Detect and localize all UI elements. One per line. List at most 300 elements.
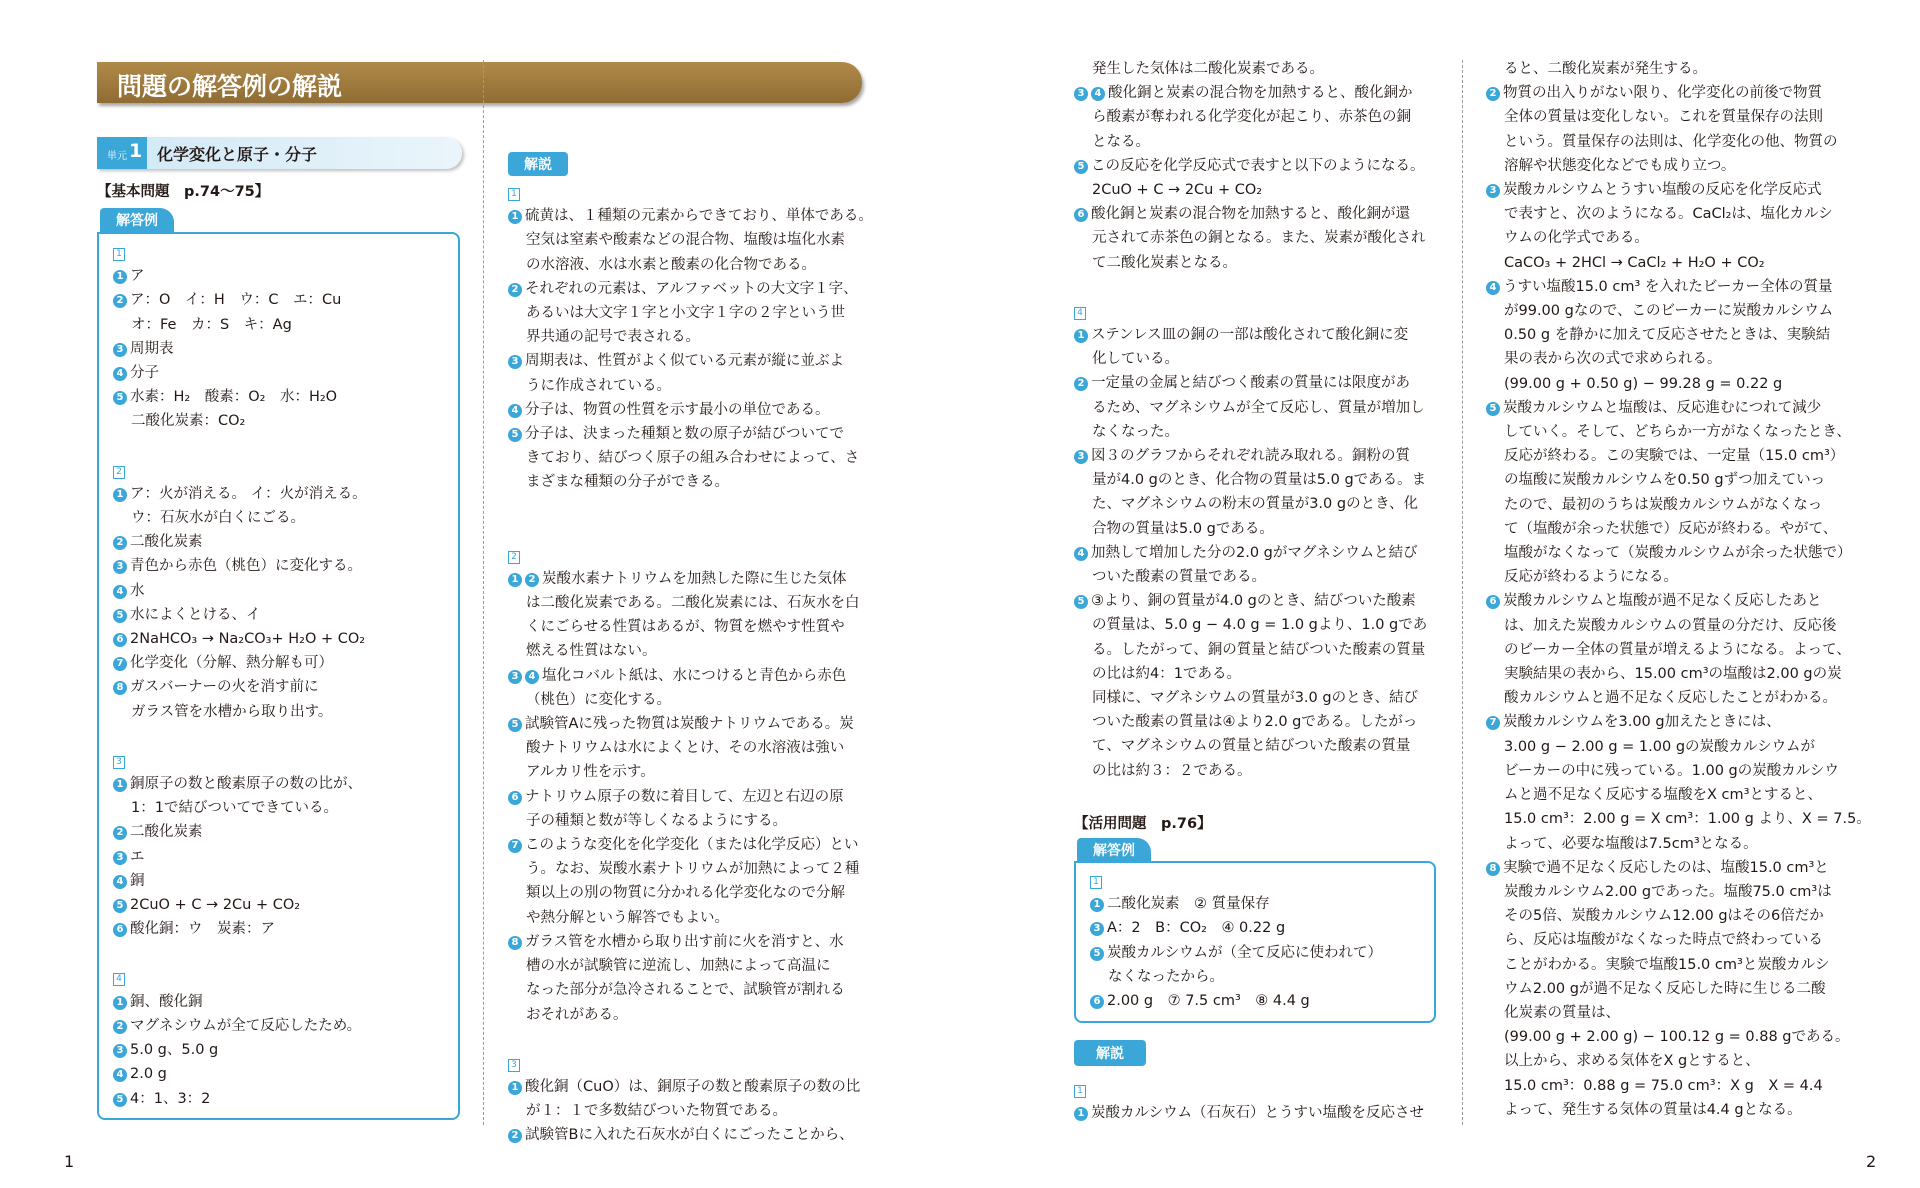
line-text: 銅: [130, 872, 145, 889]
text-line: [508, 470, 873, 494]
line-text: のビーカー全体の質量が増えるようになる。よって、: [1504, 641, 1851, 658]
line-text: 溶解や状態変化などでも成り立つ。: [1504, 157, 1736, 174]
item-number-icon: 1: [508, 573, 522, 587]
text-line: [113, 240, 367, 264]
text-line: [1090, 989, 1382, 1013]
line-text: CaCO₃ + 2HCl → CaCl₂ + H₂O + CO₂: [1504, 254, 1765, 271]
line-text: アルカリ性を示す。: [526, 764, 655, 781]
text-line: [1486, 856, 1871, 880]
text-line: [1486, 638, 1871, 662]
item-number-icon: 5: [113, 609, 127, 623]
unit-heading: [97, 137, 462, 169]
text-line: [113, 530, 367, 554]
line-text: 量が4.0 gのとき、化合物の質量は5.0 gである。ま: [1092, 472, 1427, 489]
text-line: [1074, 710, 1427, 734]
text-line: [113, 700, 367, 724]
line-text: 二酸化炭素：CO₂: [131, 413, 246, 430]
text-line: [1090, 965, 1382, 989]
text-line: [113, 264, 367, 288]
line-text: ことがわかる。実験で塩酸15.0 cm³と炭酸カルシ: [1504, 956, 1830, 973]
item-number-icon: 1: [113, 270, 127, 284]
item-number-icon: 3: [1090, 922, 1104, 936]
text-line: [508, 978, 873, 1002]
item-number-icon: 5: [1074, 595, 1088, 609]
spacer: [508, 1027, 873, 1051]
text-line: [113, 1038, 367, 1062]
item-number-icon: 3: [113, 560, 127, 574]
line-text: るため、マグネシウムが全て反応し、質量が増加し: [1092, 399, 1425, 416]
item-number-icon: 6: [1074, 208, 1088, 222]
section-number-icon: 1: [1074, 1085, 1086, 1098]
item-number-icon: 7: [113, 657, 127, 671]
explanation-column-3: [1074, 57, 1427, 783]
answer-list: [113, 240, 367, 1111]
spacer: [113, 724, 367, 748]
applied-explain-tag: 解説: [1074, 1040, 1146, 1066]
line-text: ガスバーナーの火を消す前に: [130, 679, 319, 696]
item-number-icon: 3: [508, 355, 522, 369]
text-line: [113, 337, 367, 361]
line-text: 炭酸カルシウムと塩酸は、反応進むにつれて減少: [1503, 399, 1822, 416]
item-number-icon: 3: [1074, 450, 1088, 464]
item-number-icon: 5: [508, 718, 522, 732]
line-text: 試験管Bに入れた石灰水が白くにごったことから、: [525, 1127, 854, 1144]
line-text: ると、二酸化炭素が発生する。: [1504, 61, 1707, 77]
text-line: [1486, 105, 1871, 129]
item-number-icon: 1: [113, 996, 127, 1010]
line-text: (99.00 g + 2.00 g) − 100.12 g = 0.88 gである。: [1504, 1029, 1850, 1046]
text-line: [508, 639, 873, 663]
item-number-icon: 5: [113, 1093, 127, 1107]
text-line: [1090, 892, 1382, 916]
text-line: [508, 301, 873, 325]
line-text: となる。: [1092, 133, 1150, 150]
text-line: [1074, 1077, 1424, 1101]
text-line: [1486, 589, 1871, 613]
text-line: [1486, 1074, 1871, 1098]
text-line: [1074, 323, 1427, 347]
item-number-icon: 1: [1074, 1107, 1088, 1121]
text-line: [1486, 735, 1871, 759]
text-line: [1486, 832, 1871, 856]
line-text: その5倍、炭酸カルシウム12.00 gはその6倍だか: [1504, 908, 1824, 925]
column-divider: [483, 60, 484, 1125]
basic-problem-title: 【基本問題 p.74〜75】: [97, 184, 270, 200]
item-number-icon: 5: [113, 391, 127, 405]
line-text: 実験結果の表から、15.00 cm³の塩酸は2.00 gの炭: [1504, 666, 1842, 683]
text-line: [1486, 57, 1871, 81]
text-line: [1074, 81, 1427, 105]
line-text: 炭酸カルシウム2.00 gであった。塩酸75.0 cm³は: [1504, 883, 1832, 900]
line-text: の水溶液、水は水素と酸素の化合物である。: [526, 256, 816, 273]
line-text: ムと過不足なく反応する塩酸をX cm³とすると、: [1504, 787, 1822, 804]
explain-tag: 解説: [508, 152, 568, 176]
line-text: は二酸化炭素である。二酸化炭素には、石灰水を白: [526, 595, 860, 612]
line-text: していく。そして、どちらか一方がなくなったとき、: [1504, 424, 1851, 441]
spacer: [508, 519, 873, 543]
text-line: [113, 772, 367, 796]
unit-number: 1: [129, 140, 143, 162]
text-line: [1074, 444, 1427, 468]
text-line: [1074, 371, 1427, 395]
item-number-icon: 4: [1074, 547, 1088, 561]
line-text: エ: [130, 848, 145, 865]
line-text: ア：火が消える。 イ：火が消える。: [130, 485, 367, 502]
item-number-icon: 4: [113, 367, 127, 381]
line-text: (99.00 g + 0.50 g) − 99.28 g = 0.22 g: [1504, 375, 1783, 392]
item-number-icon: 5: [113, 899, 127, 913]
item-number-icon: 7: [1486, 716, 1500, 730]
line-text: 水によくとける、イ: [130, 606, 261, 623]
line-text: 二酸化炭素: [130, 534, 203, 551]
line-text: 元されて赤茶色の銅となる。また、炭素が酸化され: [1092, 230, 1426, 247]
text-line: [508, 349, 873, 373]
text-line: [508, 204, 873, 228]
text-line: [1486, 444, 1871, 468]
text-line: [1486, 396, 1871, 420]
line-text: 図３のグラフからそれぞれ読み取れる。銅粉の質: [1091, 448, 1410, 465]
line-text: 酸ナトリウムは水によくとけ、その水溶液は強い: [526, 740, 845, 757]
line-text: 二酸化炭素 ② 質量保存: [1107, 896, 1270, 913]
line-text: 発生した気体は二酸化炭素である。: [1092, 61, 1324, 77]
line-text: 2CuO + C → 2Cu + CO₂: [130, 897, 301, 914]
text-line: [113, 627, 367, 651]
text-line: [508, 930, 873, 954]
header-banner: [97, 62, 862, 103]
line-text: （桃色）に変化する。: [526, 691, 671, 708]
text-line: [1486, 977, 1871, 1001]
text-line: [113, 869, 367, 893]
line-text: 青色から赤色（桃色）に変化する。: [130, 558, 362, 575]
line-text: 炭酸カルシウムを3.00 g加えたときには、: [1503, 714, 1781, 731]
text-line: [508, 785, 873, 809]
text-line: [1074, 541, 1427, 565]
line-text: ら酸素が奪われる化学変化が起こり、赤茶色の銅: [1092, 109, 1411, 126]
text-line: [1090, 941, 1382, 965]
line-text: うすい塩酸15.0 cm³ を入れたビーカー全体の質量: [1503, 278, 1833, 295]
text-line: [113, 748, 367, 772]
text-line: [113, 458, 367, 482]
text-line: [508, 688, 873, 712]
line-text: 銅、酸化銅: [130, 993, 203, 1010]
text-line: [508, 833, 873, 857]
line-text: ア: [130, 268, 145, 285]
text-line: [508, 1075, 873, 1099]
text-line: [508, 736, 873, 760]
text-line: [1074, 734, 1427, 758]
text-line: [1074, 226, 1427, 250]
line-text: 以上から、求める気体をX gとすると、: [1504, 1053, 1760, 1070]
line-text: 塩化コバルト紙は、水につけると青色から赤色: [542, 667, 847, 684]
line-text: 実験で過不足なく反応したのは、塩酸15.0 cm³と: [1503, 859, 1829, 876]
text-line: [508, 906, 873, 930]
item-number-icon: 4: [113, 1068, 127, 1082]
text-line: [113, 506, 367, 530]
text-line: [1074, 130, 1427, 154]
text-line: [1486, 226, 1871, 250]
section-number-icon: 2: [113, 466, 125, 479]
text-line: [1486, 275, 1871, 299]
item-number-icon: 2: [1074, 377, 1088, 391]
line-text: なった部分が急冷されることで、試験管が割れる: [526, 982, 845, 999]
text-line: [508, 954, 873, 978]
line-text: 3.00 g − 2.00 g = 1.00 gの炭酸カルシウムが: [1504, 738, 1816, 755]
text-line: [113, 385, 367, 409]
text-line: [1074, 589, 1427, 613]
text-line: [1074, 154, 1427, 178]
line-text: 全体の質量は変化しない。これを質量保存の法則: [1504, 109, 1823, 126]
page-number-left: 1: [64, 1152, 75, 1171]
item-number-icon: 6: [508, 791, 522, 805]
text-line: [1074, 202, 1427, 226]
line-text: よって、必要な塩酸は7.5cm³となる。: [1504, 835, 1758, 852]
item-number-icon: 2: [113, 536, 127, 550]
text-line: [1074, 1101, 1424, 1125]
line-text: たので、最初のうちは炭酸カルシウムがなくなっ: [1504, 496, 1823, 513]
line-text: 加熱して増加した分の2.0 gがマグネシウムと結び: [1091, 544, 1418, 561]
line-text: 物質の出入りがない限り、化学変化の前後で物質: [1503, 85, 1822, 102]
text-line: [508, 857, 873, 881]
item-number-icon: 3: [113, 343, 127, 357]
explanation-column-4: [1486, 57, 1871, 1122]
text-line: [1074, 468, 1427, 492]
section-number-icon: 4: [113, 973, 125, 986]
spacer: [508, 495, 873, 519]
text-line: [113, 965, 367, 989]
text-line: [508, 881, 873, 905]
text-line: [1486, 904, 1871, 928]
line-text: 2.00 g ⑦ 7.5 cm³ ⑧ 4.4 g: [1107, 993, 1310, 1010]
text-line: [1486, 517, 1871, 541]
text-line: [508, 277, 873, 301]
item-number-icon: 8: [508, 936, 522, 950]
text-line: [508, 615, 873, 639]
text-line: [113, 893, 367, 917]
text-line: [113, 796, 367, 820]
text-line: [1074, 57, 1427, 81]
text-line: [1074, 638, 1427, 662]
line-text: 水素：H₂ 酸素：O₂ 水：H₂O: [130, 389, 338, 406]
text-line: [1486, 154, 1871, 178]
text-line: [1486, 372, 1871, 396]
line-text: A：2 B：CO₂ ④ 0.22 g: [1107, 920, 1286, 937]
item-number-icon: 7: [508, 839, 522, 853]
line-text: あるいは大文字１字と小文字１字の２字という世: [526, 305, 845, 322]
text-line: [1090, 868, 1382, 892]
text-line: [1486, 1049, 1871, 1073]
item-number-icon: 1: [113, 778, 127, 792]
text-line: [508, 180, 873, 204]
text-line: [1486, 81, 1871, 105]
line-text: 酸カルシウムと過不足なく反応したことがわかる。: [1504, 690, 1837, 707]
line-text: ガラス管を水槽から取り出す前に火を消すと、水: [525, 933, 844, 950]
item-number-icon: 5: [1486, 402, 1500, 416]
text-line: [1074, 347, 1427, 371]
text-line: [1486, 493, 1871, 517]
line-text: 硫黄は、１種類の元素からできており、単体である。: [525, 208, 873, 225]
text-line: [1090, 916, 1382, 940]
text-line: [508, 1123, 873, 1147]
text-line: [113, 482, 367, 506]
text-line: [508, 228, 873, 252]
text-line: [1486, 251, 1871, 275]
item-number-icon: 5: [1090, 947, 1104, 961]
text-line: [1486, 468, 1871, 492]
applied-explanation: [1074, 1077, 1424, 1125]
item-number-icon: 2: [113, 826, 127, 840]
line-text: 炭酸カルシウムとうすい塩酸の反応を化学反応式: [1503, 182, 1822, 199]
line-text: 酸化銅と炭素の混合物を加熱すると、酸化銅か: [1108, 85, 1413, 102]
line-text: 反応が終わるようになる。: [1504, 569, 1678, 586]
line-text: ステンレス皿の銅の一部は酸化されて酸化銅に変: [1091, 327, 1409, 344]
item-number-icon: 4: [113, 585, 127, 599]
line-text: 反応が終わる。この実験では、一定量（15.0 cm³）: [1504, 448, 1845, 465]
text-line: [1486, 299, 1871, 323]
line-text: が１：１で多数結びついた物質である。: [526, 1103, 787, 1120]
text-line: [1486, 953, 1871, 977]
item-number-icon: 3: [1074, 87, 1088, 101]
line-text: 子の種類と数が等しくなるようにする。: [526, 812, 787, 829]
item-number-icon: 6: [1486, 595, 1500, 609]
line-text: 同様に、マグネシウムの質量が3.0 gのとき、結び: [1092, 690, 1419, 707]
section-number-icon: 3: [508, 1059, 520, 1072]
text-line: [1486, 662, 1871, 686]
item-number-icon: 1: [1090, 898, 1104, 912]
line-text: の塩酸に炭酸カルシウムを0.50 gずつ加えていっ: [1504, 472, 1826, 489]
line-text: の比は約３：２である。: [1092, 762, 1252, 779]
answer-tag: 解答例: [100, 208, 174, 232]
section-number-icon: 1: [1090, 876, 1102, 889]
line-text: という。質量保存の法則は、化学変化の他、物質の: [1504, 133, 1838, 150]
item-number-icon: 5: [508, 428, 522, 442]
text-line: [1074, 662, 1427, 686]
line-text: ビーカーの中に残っている。1.00 gの炭酸カルシウ: [1504, 762, 1839, 779]
item-number-icon: 2: [113, 294, 127, 308]
text-line: [113, 409, 367, 433]
line-text: は、加えた炭酸カルシウムの質量の分だけ、反応後: [1504, 617, 1837, 634]
applied-problem-title: 【活用問題 p.76】: [1074, 816, 1212, 832]
unit-badge: 単元: [107, 151, 127, 162]
line-text: 炭酸カルシウムが（全て反応に使われて）: [1107, 944, 1382, 961]
text-line: [1486, 178, 1871, 202]
page-number-right: 2: [1866, 1152, 1877, 1171]
line-text: 合物の質量は5.0 gである。: [1092, 520, 1274, 537]
text-line: [508, 567, 873, 591]
item-number-icon: 4: [508, 404, 522, 418]
line-text: う。なお、炭酸水素ナトリウムが加熱によって２種: [526, 861, 860, 878]
text-line: [508, 1099, 873, 1123]
line-text: ア：O イ：H ウ：C エ：Cu: [130, 292, 342, 309]
text-line: [508, 1003, 873, 1027]
line-text: くにごらせる性質はあるが、物質を燃やす性質や: [526, 619, 845, 636]
text-line: [508, 446, 873, 470]
text-line: [113, 675, 367, 699]
line-text: て二酸化炭素となる。: [1092, 254, 1237, 271]
item-number-icon: 3: [1486, 184, 1500, 198]
line-text: 化学変化（分解、熱分解も可）: [130, 655, 333, 672]
line-text: 一定量の金属と結びつく酸素の質量には限度があ: [1091, 375, 1410, 392]
line-text: 水: [130, 582, 145, 599]
line-text: ウム2.00 gが過不足なく反応した時に生じる二酸: [1504, 980, 1826, 997]
line-text: 2.0 g: [130, 1066, 167, 1083]
text-line: [113, 820, 367, 844]
explanation-column-2: [508, 180, 873, 1148]
line-text: ③より、銅の質量が4.0 gのとき、結びついた酸素: [1091, 593, 1416, 610]
text-line: [508, 543, 873, 567]
text-line: [508, 591, 873, 615]
text-line: [1486, 130, 1871, 154]
item-number-icon: 1: [1074, 329, 1088, 343]
line-text: ら、反応は塩酸がなくなった時点で終わっている: [1504, 932, 1823, 949]
text-line: [508, 809, 873, 833]
line-text: ウ：石灰水が白くにごる。: [131, 510, 305, 527]
text-line: [1486, 541, 1871, 565]
text-line: [508, 374, 873, 398]
item-number-icon: 2: [508, 1129, 522, 1143]
section-number-icon: 1: [508, 188, 520, 201]
line-text: 分子は、物質の性質を示す最小の単位である。: [525, 401, 830, 418]
text-line: [508, 253, 873, 277]
item-number-icon: 2: [525, 573, 539, 587]
text-line: [1486, 420, 1871, 444]
text-line: [1486, 686, 1871, 710]
item-number-icon: 6: [113, 923, 127, 937]
text-line: [1486, 928, 1871, 952]
line-text: なくなったから。: [1108, 968, 1224, 985]
text-line: [1486, 323, 1871, 347]
text-line: [1486, 347, 1871, 371]
text-line: [508, 422, 873, 446]
line-text: 炭酸水素ナトリウムを加熱した際に生じた気体: [542, 570, 847, 587]
line-text: の質量は、5.0 g − 4.0 g = 1.0 gより、1.0 gであ: [1092, 617, 1428, 634]
line-text: ガラス管を水槽から取り出す。: [131, 703, 333, 720]
item-number-icon: 2: [1486, 87, 1500, 101]
item-number-icon: 2: [508, 283, 522, 297]
spacer: [113, 941, 367, 965]
line-text: 酸化銅と炭素の混合物を加熱すると、酸化銅が還: [1091, 206, 1410, 223]
text-line: [508, 664, 873, 688]
text-line: [113, 1062, 367, 1086]
line-text: オ：Fe カ：S キ：Ag: [131, 316, 292, 333]
line-text: 化炭素の質量は、: [1504, 1004, 1620, 1021]
item-number-icon: 1: [508, 1081, 522, 1095]
line-text: ウムの化学式である。: [1504, 230, 1649, 247]
text-line: [1074, 565, 1427, 589]
section-number-icon: 4: [1074, 307, 1086, 320]
text-line: [1074, 420, 1427, 444]
section-number-icon: 2: [508, 551, 520, 564]
item-number-icon: 5: [1074, 160, 1088, 174]
line-text: ついた酸素の質量である。: [1092, 569, 1266, 586]
line-text: おそれがある。: [526, 1006, 628, 1023]
text-line: [1486, 1001, 1871, 1025]
line-text: この反応を化学反応式で表すと以下のようになる。: [1091, 157, 1425, 174]
text-line: [1074, 178, 1427, 202]
line-text: て、マグネシウムの質量と結びついた酸素の質量: [1092, 738, 1411, 755]
text-line: [113, 1014, 367, 1038]
item-number-icon: 1: [113, 488, 127, 502]
text-line: [1074, 299, 1427, 323]
text-line: [1486, 783, 1871, 807]
unit-title: 化学変化と原子・分子: [157, 145, 318, 164]
text-line: [113, 288, 367, 312]
item-number-icon: 6: [1090, 995, 1104, 1009]
line-text: 界共通の記号で表される。: [526, 329, 700, 346]
line-text: 分子は、決まった種類と数の原子が結びついてで: [525, 426, 844, 443]
line-text: 5.0 g、5.0 g: [130, 1042, 219, 1059]
item-number-icon: 2: [113, 1020, 127, 1034]
text-line: [113, 990, 367, 1014]
